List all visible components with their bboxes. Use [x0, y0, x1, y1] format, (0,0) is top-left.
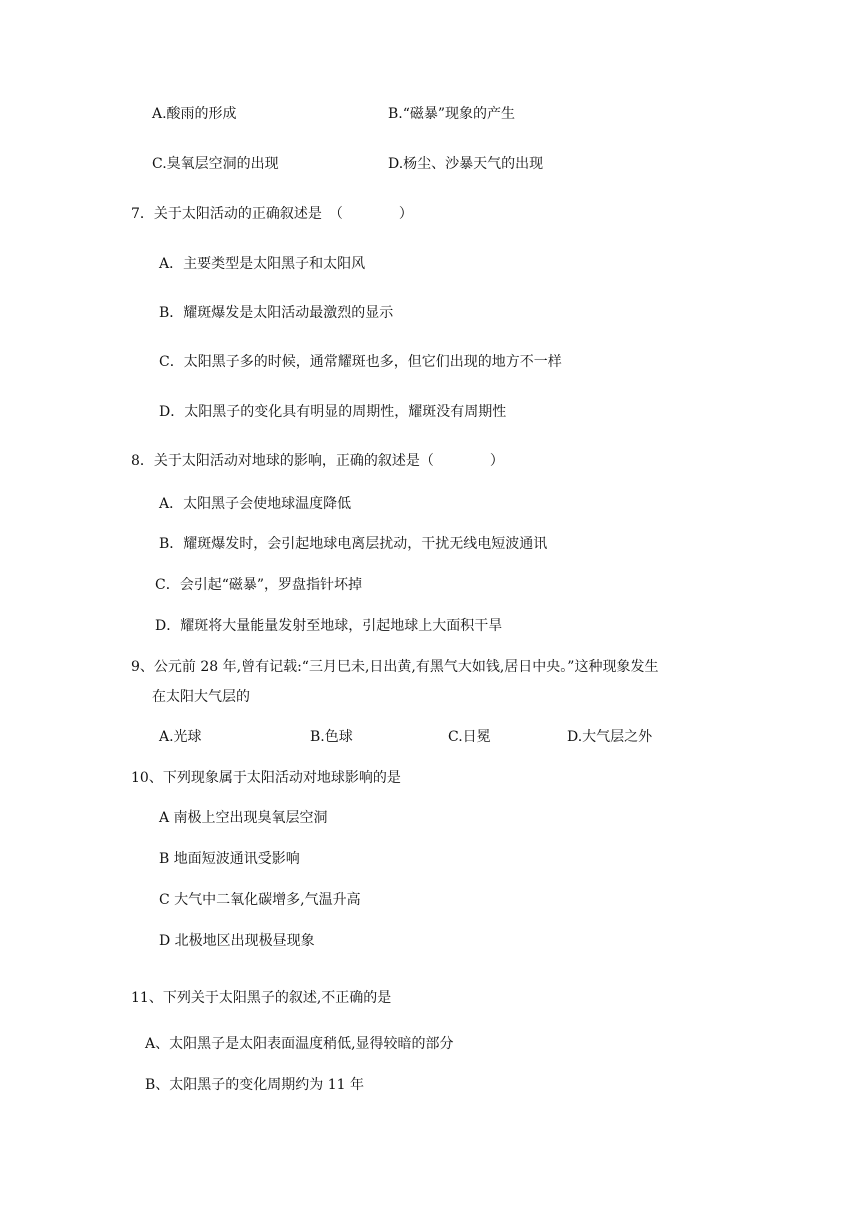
q7-option-b: B．耀斑爆发是太阳活动最激烈的显示 [159, 305, 394, 321]
q6-option-a: A.酸雨的形成 [152, 106, 237, 122]
q9-option-c: C.日冕 [448, 729, 491, 745]
q7-stem: 7．关于太阳活动的正确叙述是 （ ） [131, 206, 413, 222]
q8-option-b: B．耀斑爆发时，会引起地球电离层扰动，干扰无线电短波通讯 [159, 536, 548, 552]
q9-option-b: B.色球 [310, 729, 353, 745]
q8-option-a: A．太阳黑子会使地球温度降低 [159, 496, 352, 512]
q8-stem: 8．关于太阳活动对地球的影响，正确的叙述是（ ） [131, 453, 504, 469]
q9-option-a: A.光球 [159, 729, 202, 745]
q9-stem-line-2: 在太阳大气层的 [152, 689, 250, 705]
q6-option-c: C.臭氧层空洞的出现 [152, 156, 279, 172]
q10-option-c: C 大气中二氧化碳增多,气温升高 [159, 892, 361, 908]
q6-option-b: B.“磁暴”现象的产生 [388, 106, 516, 122]
q10-option-a: A 南极上空出现臭氧层空洞 [159, 810, 328, 826]
q7-option-d: D．太阳黑子的变化具有明显的周期性，耀斑没有周期性 [159, 404, 507, 420]
q10-stem: 10、下列现象属于太阳活动对地球影响的是 [131, 770, 401, 786]
q6-option-d: D.杨尘、沙暴天气的出现 [388, 156, 544, 172]
q7-option-c: C．太阳黑子多的时候，通常耀斑也多，但它们出现的地方不一样 [159, 354, 562, 370]
q11-stem: 11、下列关于太阳黑子的叙述,不正确的是 [131, 990, 392, 1006]
q10-option-b: B 地面短波通讯受影响 [159, 851, 300, 867]
q9-option-d: D.大气层之外 [567, 729, 653, 745]
q11-option-a: A、太阳黑子是太阳表面温度稍低,显得较暗的部分 [145, 1036, 454, 1052]
q9-stem-line-1: 9、公元前 28 年,曾有记载:“三月巳未,日出黄,有黑气大如钱,居日中央。”这种现象发生 [131, 659, 659, 675]
q10-option-d: D 北极地区出现极昼现象 [159, 933, 315, 949]
q8-option-d: D．耀斑将大量能量发射至地球，引起地球上大面积干旱 [155, 618, 503, 634]
q7-option-a: A．主要类型是太阳黑子和太阳风 [159, 256, 366, 272]
q11-option-b: B、太阳黑子的变化周期约为 11 年 [145, 1077, 365, 1093]
q8-option-c: C．会引起“磁暴”，罗盘指针坏掉 [155, 577, 363, 593]
